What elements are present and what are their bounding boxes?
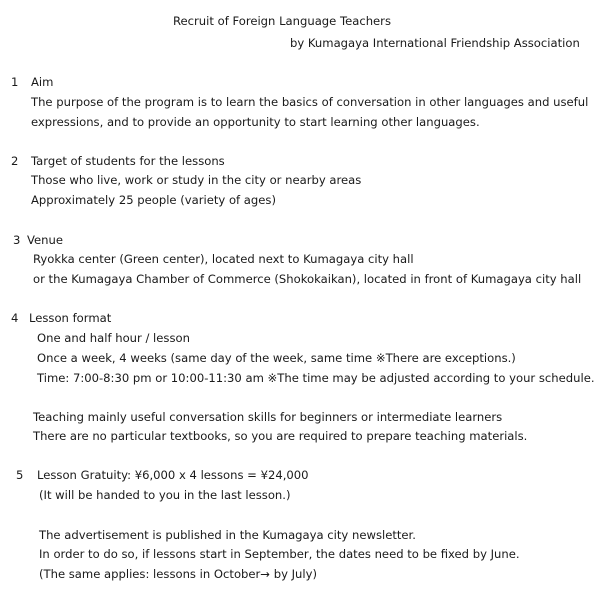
section-4-line: One and half hour / lesson — [37, 331, 190, 345]
section-1-line: The purpose of the program is to learn the basics of conversation in other languages and useful — [31, 95, 589, 109]
section-5-note: The advertisement is published in the Kumagaya city newsletter. — [39, 528, 416, 542]
section-5-note: In order to do so, if lessons start in September, the dates need to be fixed by June. — [39, 547, 520, 561]
section-5-number: 5 — [16, 468, 24, 482]
section-4-line: Time: 7:00-8:30 pm or 10:00-11:30 am ※The time may be adjusted according to your schedule. — [37, 371, 595, 385]
section-3-number: 3 — [13, 233, 21, 247]
section-3-line: or the Kumagaya Chamber of Commerce (Shokokaikan), located in front of Kumagaya city hall — [33, 272, 582, 286]
section-1-line: expressions, and to provide an opportunity to start learning other languages. — [31, 115, 480, 129]
section-4-line: Once a week, 4 weeks (same day of the week, same time ※There are exceptions.) — [37, 351, 516, 365]
section-1-number: 1 — [11, 75, 19, 89]
section-2-line: Those who live, work or study in the city or nearby areas — [31, 173, 362, 187]
section-4-note: Teaching mainly useful conversation skills for beginners or intermediate learners — [33, 410, 503, 424]
section-4-note: There are no particular textbooks, so you are required to prepare teaching materials. — [33, 429, 528, 443]
section-5-line: (It will be handed to you in the last lesson.) — [39, 488, 291, 502]
section-5-heading: Lesson Gratuity: ¥6,000 x 4 lessons = ¥24,000 — [37, 468, 309, 482]
section-2-heading: Target of students for the lessons — [31, 154, 225, 168]
section-3-line: Ryokka center (Green center), located next to Kumagaya city hall — [33, 252, 414, 266]
document-byline: by Kumagaya International Friendship Association — [290, 36, 580, 50]
section-4-heading: Lesson format — [29, 311, 112, 325]
section-3-heading: Venue — [27, 233, 63, 247]
document-title: Recruit of Foreign Language Teachers — [173, 14, 391, 28]
section-5-note: (The same applies: lessons in October→ by July) — [39, 567, 317, 581]
section-2-line: Approximately 25 people (variety of ages) — [31, 193, 276, 207]
section-4-number: 4 — [11, 311, 19, 325]
section-1-heading: Aim — [31, 75, 54, 89]
section-2-number: 2 — [11, 154, 19, 168]
